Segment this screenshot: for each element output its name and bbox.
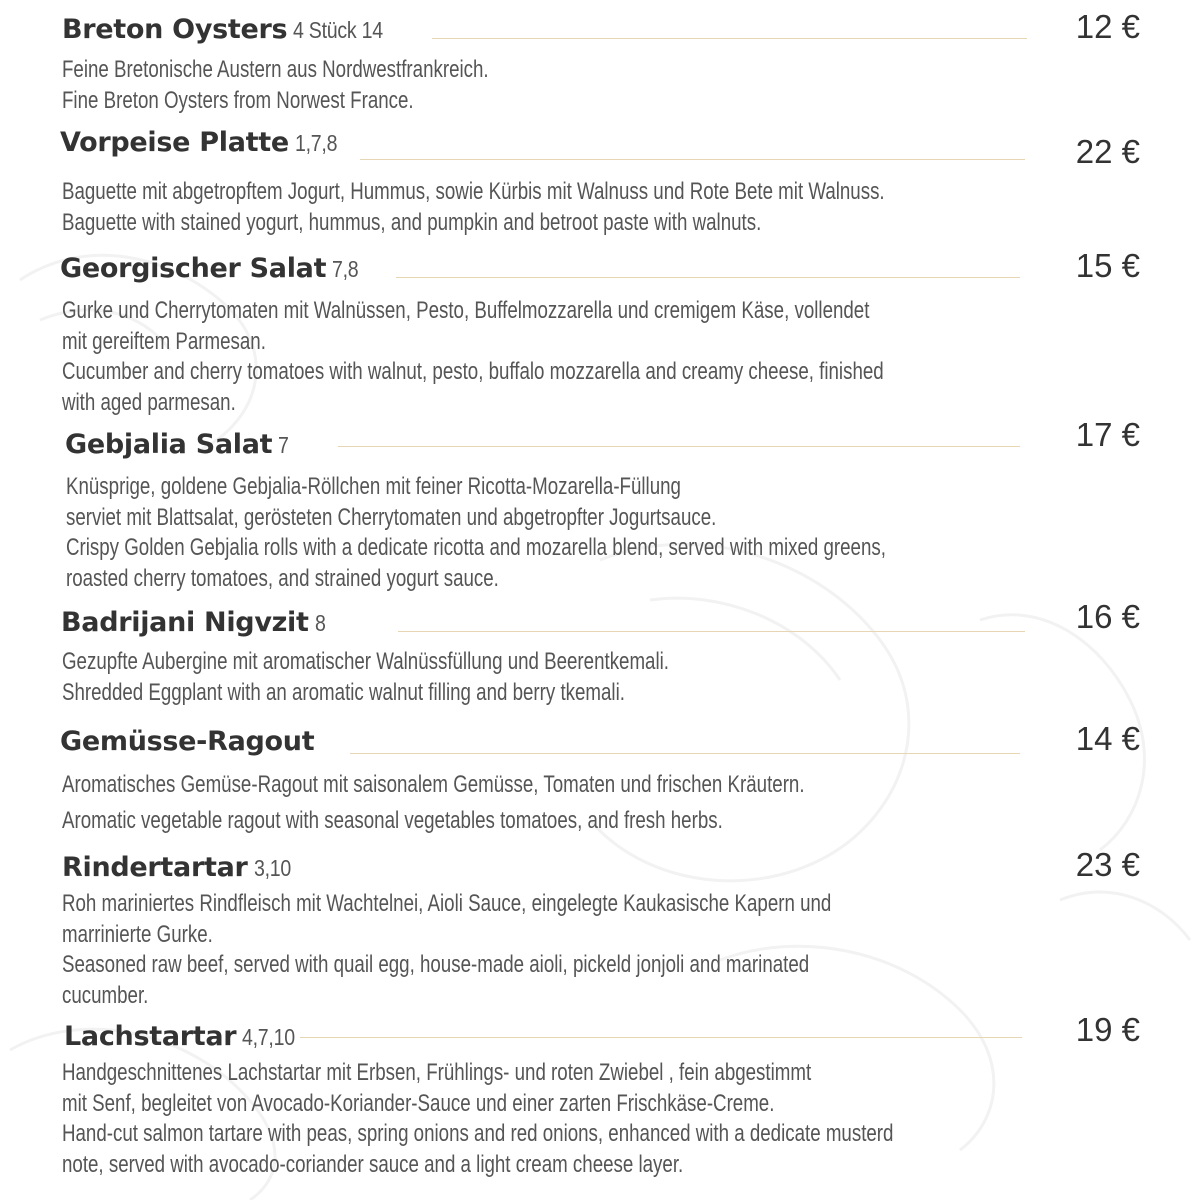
item-allergens: 7,8: [332, 256, 359, 282]
item-allergens: 3,10: [253, 855, 291, 881]
item-price: 22 €: [1075, 133, 1140, 170]
item-name: Badrijani Nigvzit: [61, 607, 309, 638]
item-description: [62, 889, 831, 1011]
description-english-line: note, served with avocado-coriander sauce and a light cream cheese layer.: [62, 1150, 684, 1178]
item-name: Gemüsse-Ragout: [60, 726, 315, 757]
item-price: 19 €: [1075, 1011, 1140, 1048]
description-english-line: with aged parmesan.: [62, 388, 236, 416]
dotted-leader-line: [338, 446, 1020, 447]
item-allergens: 8: [314, 610, 326, 636]
item-price: 16 €: [1075, 598, 1140, 635]
description-english: Shredded Eggplant with an aromatic walnut filling and berry tkemali.: [62, 678, 625, 706]
dotted-leader-line: [300, 1037, 1022, 1038]
description-german: Baguette mit abgetropftem Jogurt, Hummus, sowie Kürbis mit Walnuss und Rote Bete mit Walnuss.: [62, 178, 885, 205]
description-german-line: Handgeschnittenes Lachstartar mit Erbsen, Frühlings- und roten Zwiebel , fein abgestimmt: [62, 1059, 812, 1086]
item-title: [62, 852, 297, 883]
item-title: [61, 607, 327, 638]
description-german-line: marrinierte Gurke.: [62, 920, 213, 948]
item-title: [65, 429, 291, 460]
item-title: [60, 726, 320, 757]
item-title: [64, 1021, 304, 1052]
description-german-line: Gurke und Cherrytomaten mit Walnüssen, Pesto, Buffelmozzarella und cremigem Käse, vollendet: [62, 297, 870, 324]
description-english-line: Seasoned raw beef, served with quail egg, house-made aioli, pickeld jonjoli and marinated: [62, 951, 810, 978]
description-german-line: Roh mariniertes Rindfleisch mit Wachtelnei, Aioli Sauce, eingelegte Kaukasische Kapern und: [62, 890, 832, 917]
description-english-line: roasted cherry tomatoes, and strained yogurt sauce.: [66, 564, 499, 592]
description-german-line: mit Senf, begleitet von Avocado-Koriander-Sauce und einer zarten Frischkäse-Creme.: [62, 1089, 775, 1117]
item-price: 12 €: [1075, 8, 1140, 45]
description-english-line: Hand-cut salmon tartare with peas, spring onions and red onions, enhanced with a dedicate musterd: [62, 1120, 894, 1147]
dotted-leader-line: [396, 277, 1020, 278]
dotted-leader-line: [432, 38, 1027, 39]
item-allergens: 7: [278, 432, 289, 458]
dotted-leader-line: [398, 631, 1025, 632]
item-description: [62, 647, 669, 708]
description-german: Aromatisches Gemüse-Ragout mit saisonalem Gemüsse, Tomaten und frischen Kräutern.: [62, 771, 805, 798]
item-price: 23 €: [1075, 846, 1140, 883]
item-title: [60, 127, 345, 158]
item-name: Breton Oysters: [62, 14, 288, 45]
item-name: Rindertartar: [62, 852, 248, 883]
dotted-leader-line: [360, 159, 1025, 160]
item-allergens: 4,7,10: [242, 1024, 296, 1050]
item-price: 14 €: [1075, 720, 1140, 757]
description-english-line: cucumber.: [62, 981, 149, 1009]
item-title: [60, 253, 363, 284]
description-english: Aromatic vegetable ragout with seasonal vegetables tomatoes, and fresh herbs.: [62, 807, 723, 834]
item-name: Gebjalia Salat: [65, 429, 273, 460]
description-english-line: Crispy Golden Gebjalia rolls with a dedicate ricotta and mozarella blend, served with mixed greens,: [66, 534, 886, 561]
description-english: Fine Breton Oysters from Norwest France.: [62, 86, 414, 114]
item-description: [62, 767, 805, 839]
dotted-leader-line: [350, 753, 1020, 754]
item-name: Lachstartar: [64, 1021, 237, 1052]
description-german: Gezupfte Aubergine mit aromatischer Walnüssfüllung und Beerentkemali.: [62, 648, 669, 675]
item-name: Georgischer Salat: [60, 253, 327, 284]
description-german-line: Knüsprige, goldene Gebjalia-Röllchen mit feiner Ricotta-Mozarella-Füllung: [66, 473, 681, 500]
description-german: Feine Bretonische Austern aus Nordwestfrankreich.: [62, 56, 489, 83]
description-english: Baguette with stained yogurt, hummus, and pumpkin and betroot paste with walnuts.: [62, 208, 762, 236]
description-german-line: serviet mit Blattsalat, gerösteten Cherrytomaten und abgetropfter Jogurtsauce.: [66, 503, 717, 531]
item-title: [62, 14, 399, 45]
item-allergens: 1,7,8: [294, 130, 338, 156]
item-allergens: 4 Stück 14: [293, 17, 384, 43]
description-german-line: mit gereiftem Parmesan.: [62, 327, 266, 355]
description-english-line: Cucumber and cherry tomatoes with walnut, pesto, buffalo mozzarella and creamy cheese, finished: [62, 358, 884, 385]
item-description: [66, 472, 886, 594]
item-description: [62, 296, 884, 418]
item-price: 15 €: [1075, 247, 1140, 284]
item-name: Vorpeise Platte: [60, 127, 289, 158]
item-description: [62, 1058, 893, 1180]
item-description: [62, 177, 885, 238]
item-price: 17 €: [1075, 416, 1140, 453]
item-description: [62, 55, 489, 116]
